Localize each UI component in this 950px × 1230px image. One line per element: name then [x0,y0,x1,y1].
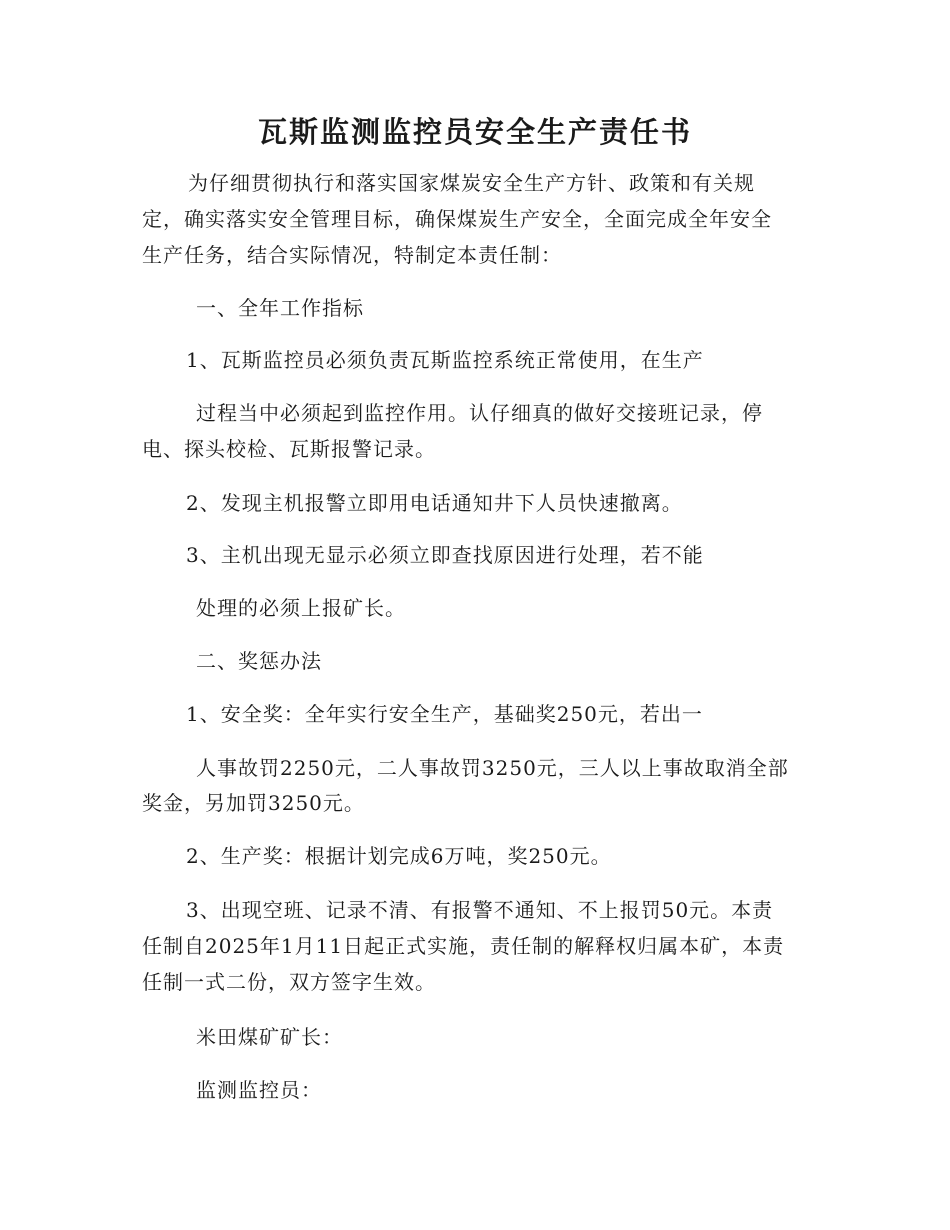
item-1-line-2: 过程当中必须起到监控作用。认仔细真的做好交接班记录，停 [196,401,763,425]
intro-line-2: 定，确实落实安全管理目标，确保煤炭生产安全，全面完成全年安全 [142,207,772,231]
section-heading-2: 二、奖惩办法 [196,649,322,673]
intro-line-3: 生产任务，结合实际情况，特制定本责任制： [142,243,562,267]
reward-1-line-1: 1、安全奖：全年实行安全生产，基础奖250元，若出一 [186,702,703,726]
reward-3-line-1: 3、出现空班、记录不清、有报警不通知、不上报罚50元。本责 [186,898,774,922]
item-2: 2、发现主机报警立即用电话通知井下人员快速撤离。 [186,491,683,515]
reward-3-line-2: 任制自2025年1月11日起正式实施，责任制的解释权归属本矿，本责 [142,934,785,958]
reward-1-line-2: 人事故罚2250元，二人事故罚3250元，三人以上事故取消全部 [196,756,789,780]
intro-line-1: 为仔细贯彻执行和落实国家煤炭安全生产方针、政策和有关规 [188,171,755,195]
section-heading-1: 一、全年工作指标 [196,296,364,320]
reward-1-line-3: 奖金，另加罚3250元。 [142,791,365,815]
reward-3-line-3: 任制一式二份，双方签字生效。 [142,970,436,994]
signature-monitor: 监测监控员： [196,1078,322,1102]
item-1-line-3: 电、探头校检、瓦斯报警记录。 [142,437,436,461]
item-3-line-1: 3、主机出现无显示必须立即查找原因进行处理，若不能 [186,543,704,567]
document-title: 瓦斯监测监控员安全生产责任书 [257,115,692,149]
item-1-line-1: 1、瓦斯监控员必须负责瓦斯监控系统正常使用，在生产 [186,348,704,372]
signature-mine-manager: 米田煤矿矿长： [196,1025,343,1049]
reward-2: 2、生产奖：根据计划完成6万吨，奖250元。 [186,844,612,868]
item-3-line-2: 处理的必须上报矿长。 [196,596,406,620]
